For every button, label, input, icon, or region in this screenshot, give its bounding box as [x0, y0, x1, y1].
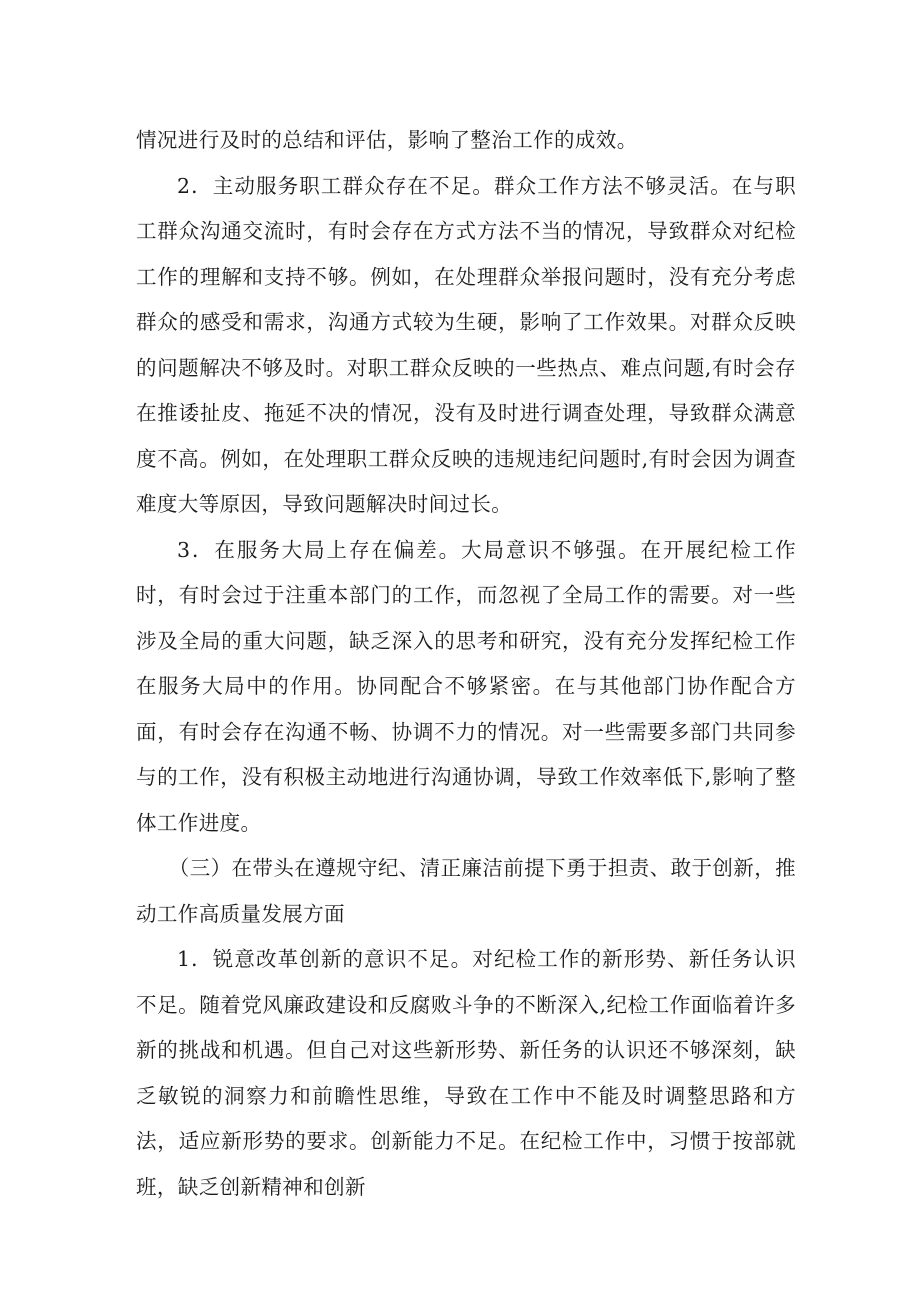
document-body — [136, 118, 796, 1210]
paragraph-continuation: 情况进行及时的总结和评估，影响了整治工作的成效。 — [136, 128, 638, 152]
paragraph-item-3: 3．在服务大局上存在偏差。大局意识不够强。在开展纪检工作时，有时会过于注重本部门的工作，而忽视了全局工作的需要。对一些涉及全局的重大问题，缺乏深入的思考和研究，没有充分发挥纪检工作在服务大局中的作用。协同配合不够紧密。在与其他部门协作配合方面，有时会存在沟通不畅、协调不力的情况。对一些需要多部门共同参与的工作，没有积极主动地进行沟通协调，导致工作效率低下,影响了整体工作进度。 — [136, 537, 796, 835]
paragraph-item-1: 1．锐意改革创新的意识不足。对纪检工作的新形势、新任务认识不足。随着党风廉政建设和反腐败斗争的不断深入,纪检工作面临着许多新的挑战和机遇。但自己对这些新形势、新任务的认识还不够深刻，缺乏敏锐的洞察力和前瞻性思维，导致在工作中不能及时调整思路和方法，适应新形势的要求。创新能力不足。在纪检工作中，习惯于按部就班，缺乏创新精神和创新 — [136, 947, 796, 1199]
section-heading-3: （三）在带头在遵规守纪、清正廉洁前提下勇于担责、敢于创新，推动工作高质量发展方面 — [136, 856, 796, 926]
paragraph-item-2: 2．主动服务职工群众存在不足。群众工作方法不够灵活。在与职工群众沟通交流时，有时会存在方式方法不当的情况，导致群众对纪检工作的理解和支持不够。例如，在处理群众举报问题时，没有充分考虑群众的感受和需求，沟通方式较为生硬，影响了工作效果。对群众反映的问题解决不够及时。对职工群众反映的一些热点、难点问题,有时会存在推诿扯皮、拖延不决的情况，没有及时进行调查处理，导致群众满意度不高。例如，在处理职工群众反映的违规违纪问题时,有时会因为调查难度大等原因，导致问题解决时间过长。 — [136, 173, 796, 516]
